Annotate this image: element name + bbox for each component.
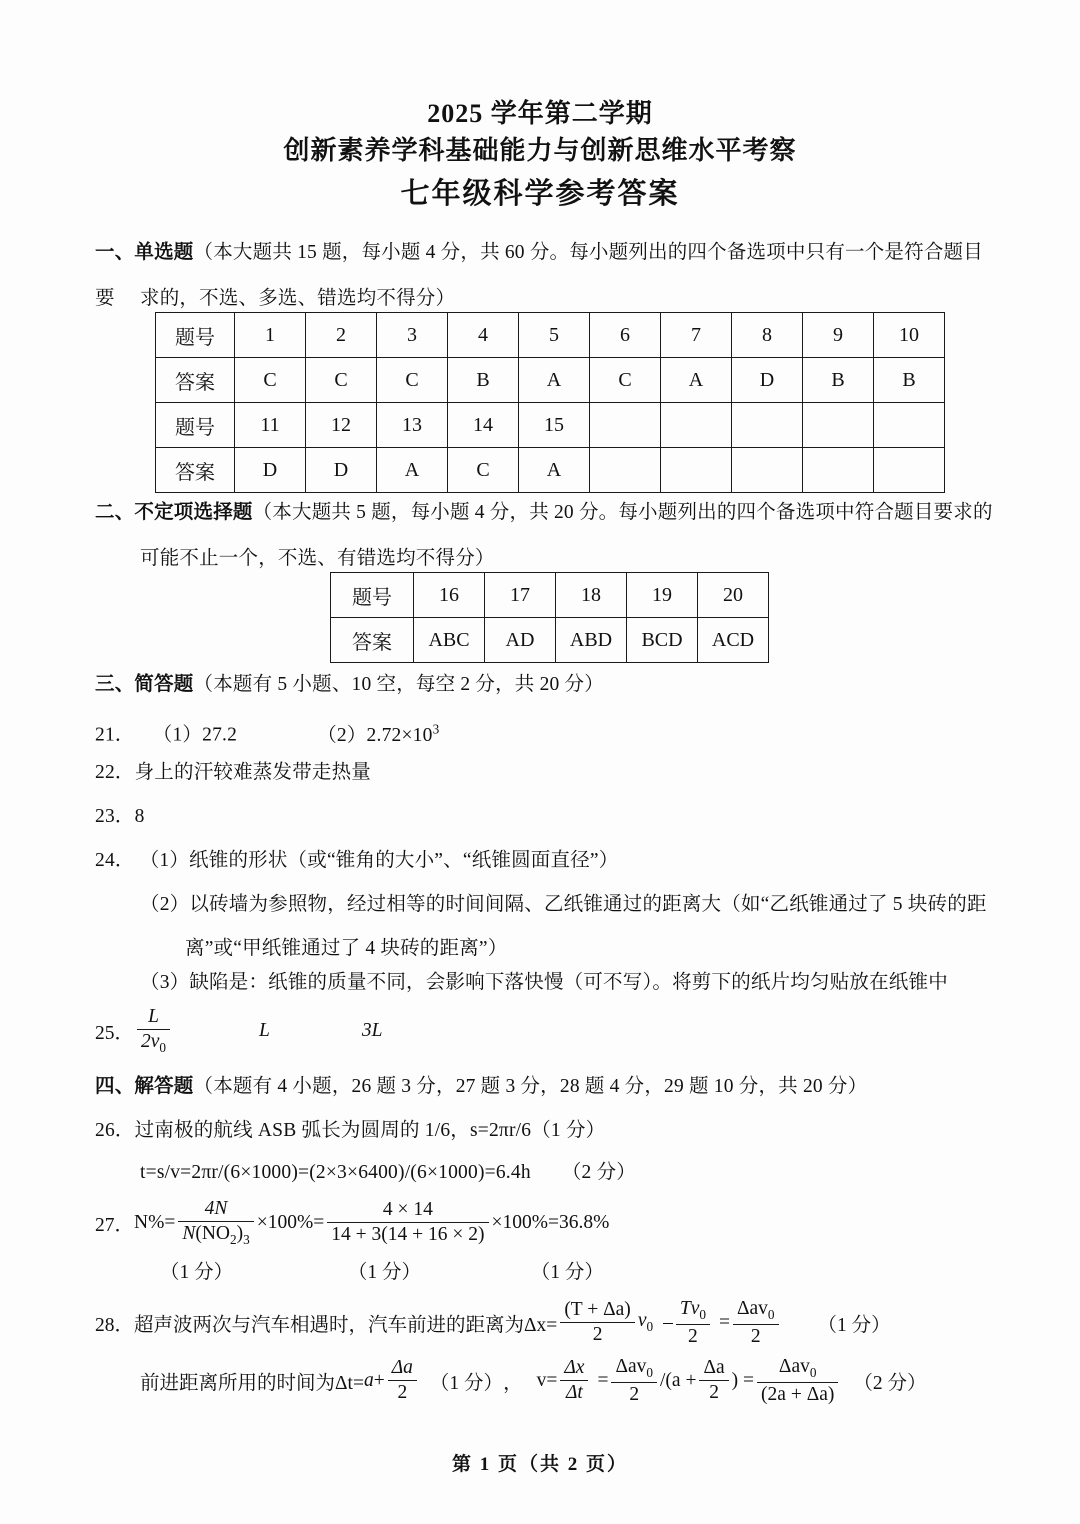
empty-cell	[590, 448, 661, 493]
section-2-heading: 二、不定项选择题	[95, 502, 253, 523]
answer-cell: A	[519, 448, 590, 493]
question-28-line-2-prefix: 前进距离所用的时间为Δt=	[140, 1372, 364, 1394]
question-24-part-2-line-2: 离”或“甲纸锥通过了 4 块砖的距离”）	[185, 938, 508, 959]
question-28-fraction-1-numerator: (T + Δa)	[560, 1299, 635, 1323]
question-number-cell: 1	[235, 313, 306, 358]
question-number-cell: 18	[556, 573, 627, 618]
question-28-fraction-8-denominator: (2a + Δa)	[761, 1383, 835, 1405]
table-row	[156, 403, 945, 448]
question-22-text: 身上的汗较难蒸发带走热量	[134, 762, 372, 783]
question-28-fraction-7-denominator: 2	[709, 1382, 719, 1404]
empty-cell	[590, 403, 661, 448]
answer-cell: D	[732, 358, 803, 403]
question-28-fraction-8	[757, 1356, 838, 1406]
question-24-block	[95, 838, 1015, 884]
question-28-close-paren: ) =	[731, 1369, 755, 1391]
question-24-number: 24．	[95, 850, 135, 871]
answer-cell: C	[448, 448, 519, 493]
question-number-cell: 13	[377, 403, 448, 448]
question-27-fraction-2-numerator: 4 × 14	[327, 1199, 488, 1223]
question-number-cell: 12	[306, 403, 377, 448]
question-number-cell: 6	[590, 313, 661, 358]
answer-cell: C	[590, 358, 661, 403]
question-28-fraction-6-denominator: 2	[629, 1383, 640, 1405]
question-26-score: （2 分）	[561, 1162, 636, 1183]
single-choice-table-body	[156, 313, 945, 493]
question-23-block	[95, 794, 995, 840]
question-27-scores	[160, 1256, 604, 1284]
table-row	[156, 358, 945, 403]
question-28-fraction-1-denominator: 2	[592, 1324, 603, 1346]
empty-cell	[732, 448, 803, 493]
question-28-line-1-block	[95, 1298, 891, 1348]
section-3-heading-block	[95, 662, 995, 708]
question-22-number: 22．	[95, 762, 135, 783]
question-25-answer-3: 3L	[361, 1019, 383, 1041]
question-27-fraction-1-numerator: 4N	[178, 1198, 253, 1222]
answer-cell: B	[803, 358, 874, 403]
question-28-fraction-3-denominator: 2	[750, 1325, 761, 1347]
exam-name-title: 创新素养学科基础能力与创新思维水平考察	[283, 136, 797, 165]
page-title-block	[0, 96, 1080, 216]
table-row	[331, 573, 769, 618]
question-26-block	[95, 1108, 1015, 1154]
question-28-fraction-2-denominator: 2	[688, 1325, 698, 1347]
answer-cell: C	[235, 358, 306, 403]
question-28-comma: ，	[503, 1372, 523, 1394]
question-22-block	[95, 750, 995, 796]
question-number-cell: 19	[627, 573, 698, 618]
empty-cell	[661, 403, 732, 448]
question-26-line-1: 过南极的航线 ASB 弧长为圆周的 1/6，s=2πr/6（1 分）	[134, 1120, 606, 1141]
question-number-cell: 14	[448, 403, 519, 448]
question-28-fraction-6-numerator: Δav$_0$	[611, 1356, 657, 1383]
answer-cell: C	[377, 358, 448, 403]
row-label-answer: 答案	[156, 448, 235, 493]
answer-cell: D	[306, 448, 377, 493]
answer-cell: A	[519, 358, 590, 403]
section-2-instructions-line-2: 可能不止一个，不选、有错选均不得分）	[140, 548, 495, 569]
question-27-score-2: （1 分）	[347, 1262, 422, 1283]
question-27-tail: ×100%=36.8%	[491, 1211, 610, 1233]
question-28-plus-sign: +	[373, 1369, 385, 1391]
question-28-fraction-5	[560, 1357, 588, 1404]
question-27-lhs: N%=	[134, 1211, 176, 1233]
page-footer: 第 1 页（共 2 页）	[451, 1454, 628, 1475]
question-28-fraction-8-numerator: Δav$_0$	[757, 1356, 838, 1383]
empty-cell	[874, 403, 945, 448]
question-28-fraction-3-numerator: Δav$_0$	[733, 1298, 779, 1325]
question-25-number: 25．	[95, 1022, 135, 1044]
question-28-minus-sign: –	[663, 1311, 673, 1333]
row-label-number: 题号	[331, 573, 414, 618]
empty-cell	[732, 403, 803, 448]
question-21-exponent: 3	[432, 721, 440, 736]
question-28-fraction-2	[676, 1298, 710, 1348]
question-28-equals-sign-2: =	[597, 1369, 609, 1391]
section-3-heading: 三、简答题	[95, 674, 194, 695]
question-number-cell: 17	[485, 573, 556, 618]
question-25-answer-1-numerator: L	[137, 1006, 170, 1030]
row-label-number: 题号	[156, 313, 235, 358]
section-1-instructions-line-2: 求的，不选、多选、错选均不得分）	[140, 288, 456, 309]
question-number-cell: 9	[803, 313, 874, 358]
answer-cell: A	[377, 448, 448, 493]
section-2-heading-block	[95, 490, 995, 536]
question-24-part-2-line-1: （2）以砖墙为参照物，经过相等的时间间隔、乙纸锥通过的距离大（如“乙纸锥通过了 5 块砖的距	[140, 894, 987, 915]
question-number-cell: 15	[519, 403, 590, 448]
question-28-line-2-block	[140, 1356, 927, 1406]
question-28-fraction-6	[611, 1356, 657, 1406]
question-28-fraction-7	[699, 1357, 728, 1404]
answer-cell: C	[306, 358, 377, 403]
question-28-divide-group: /(a +	[660, 1369, 697, 1391]
question-number-cell: 20	[698, 573, 769, 618]
question-28-fraction-4	[388, 1357, 417, 1404]
answer-cell: ABC	[414, 618, 485, 663]
question-27-fraction-1-denominator: $N(NO_2)_3$	[182, 1222, 250, 1247]
answer-cell: B	[874, 358, 945, 403]
section-3-instructions: （本题有 5 小题、10 空，每空 2 分，共 20 分）	[193, 674, 604, 695]
question-number-cell: 10	[874, 313, 945, 358]
question-28-line-2-score-2: （2 分）	[853, 1372, 927, 1394]
row-label-answer: 答案	[331, 618, 414, 663]
answer-cell: BCD	[627, 618, 698, 663]
answer-cell: ACD	[698, 618, 769, 663]
question-number-cell: 11	[235, 403, 306, 448]
question-28-fraction-3	[733, 1298, 779, 1348]
question-27-fraction-2-denominator: 14 + 3(14 + 16 × 2)	[331, 1224, 485, 1246]
answer-cell: B	[448, 358, 519, 403]
question-23-number: 23．	[95, 806, 135, 827]
question-27-number: 27．	[95, 1214, 135, 1236]
question-21-part-1: （1）27.2	[152, 724, 238, 746]
question-28-fraction-1	[560, 1299, 635, 1346]
table-row	[331, 618, 769, 663]
question-27-fraction-2	[327, 1199, 488, 1246]
question-21-part-2: $(2)2.72\times 10^3$	[317, 721, 440, 746]
empty-cell	[874, 448, 945, 493]
multi-choice-table-body	[331, 573, 769, 663]
question-24-part-3: （3）缺陷是：纸锥的质量不同，会影响下落快慢（可不写）。将剪下的纸片均匀贴放在纸锥中	[140, 972, 948, 993]
question-27-fraction-1	[178, 1198, 253, 1248]
answer-cell: AD	[485, 618, 556, 663]
empty-cell	[803, 448, 874, 493]
question-28-fraction-7-numerator: Δa	[699, 1357, 728, 1381]
question-28-fraction-4-numerator: Δa	[388, 1357, 417, 1381]
question-28-velocity-label: v=	[536, 1369, 558, 1391]
question-28-variable-a: a	[363, 1369, 374, 1391]
question-28-fraction-5-denominator: Δt	[565, 1382, 583, 1404]
row-label-answer: 答案	[156, 358, 235, 403]
empty-cell	[803, 403, 874, 448]
row-label-number: 题号	[156, 403, 235, 448]
question-24-part-1: （1）纸锥的形状（或“锥角的大小”、“纸锥圆面直径”）	[139, 850, 619, 871]
question-27-score-1: （1 分）	[160, 1262, 234, 1283]
question-number-cell: 4	[448, 313, 519, 358]
question-25-answer-1-denominator: $2v_0$	[141, 1030, 167, 1055]
question-25-answer-2: L	[259, 1019, 270, 1041]
question-28-v0: $v_0$	[637, 1310, 654, 1335]
question-27-mid: ×100%=	[256, 1211, 325, 1233]
single-choice-answer-table	[155, 312, 945, 493]
question-number-cell: 8	[732, 313, 803, 358]
question-23-text: 8	[134, 806, 145, 827]
section-2-instructions-line-1: （本大题共 5 题，每小题 4 分，共 20 分。每小题列出的四个备选项中符合题目要求的	[252, 502, 993, 523]
table-row	[156, 448, 945, 493]
exam-term-title: 2025 学年第二学期	[427, 99, 653, 128]
question-25-block	[95, 1006, 383, 1056]
question-28-line-1-score: （1 分）	[817, 1314, 891, 1336]
question-number-cell: 16	[414, 573, 485, 618]
question-number-cell: 5	[519, 313, 590, 358]
multi-choice-answer-table	[330, 572, 769, 663]
answer-cell: A	[661, 358, 732, 403]
table-row	[156, 313, 945, 358]
question-21-number: 21．	[95, 724, 135, 746]
question-26-line-2-block	[140, 1150, 1060, 1196]
question-28-fraction-2-numerator: $Tv_0$	[676, 1298, 710, 1325]
section-1-heading: 一、单选题	[95, 242, 194, 263]
answer-cell: ABD	[556, 618, 627, 663]
section-1-instructions-line-1: （本大题共 15 题，每小题 4 分，共 60 分。每小题列出的四个备选项中只有一个是符合题目要	[95, 242, 983, 309]
question-number-cell: 3	[377, 313, 448, 358]
empty-cell	[661, 448, 732, 493]
question-27-block	[95, 1198, 609, 1248]
exam-subject-title: 七年级科学参考答案	[400, 178, 680, 210]
question-26-number: 26．	[95, 1120, 135, 1141]
question-28-line-1-prefix: 超声波两次与汽车相遇时，汽车前进的距离为Δx=	[134, 1314, 558, 1336]
question-25-answer-1-fraction	[137, 1006, 170, 1056]
answer-cell: D	[235, 448, 306, 493]
question-27-score-3: （1 分）	[530, 1262, 604, 1283]
section-4-instructions: （本题有 4 小题，26 题 3 分，27 题 3 分，28 题 4 分，29 题 10 分，共 20 分）	[193, 1076, 868, 1097]
question-26-line-2: t=s/v=2πr/(6×1000)=(2×3×6400)/(6×1000)=6.4h	[140, 1162, 531, 1183]
question-28-equals-sign: =	[718, 1311, 730, 1333]
question-28-number: 28．	[95, 1314, 135, 1336]
section-4-heading: 四、解答题	[95, 1076, 194, 1097]
section-4-heading-block	[95, 1064, 1015, 1110]
question-number-cell: 7	[661, 313, 732, 358]
question-28-line-2-score-1: （1 分）	[429, 1372, 504, 1394]
question-28-fraction-5-numerator: Δx	[560, 1357, 588, 1381]
question-number-cell: 2	[306, 313, 377, 358]
question-28-fraction-4-denominator: 2	[397, 1382, 408, 1404]
